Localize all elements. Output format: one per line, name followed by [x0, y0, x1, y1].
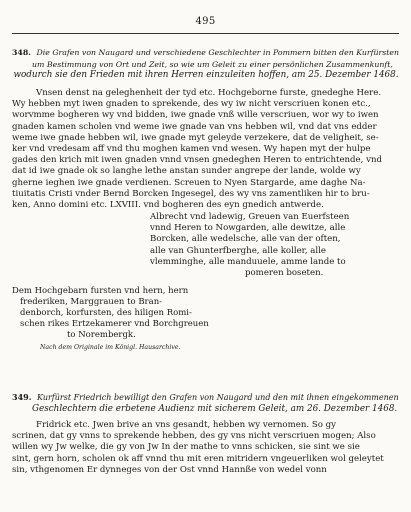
entry-349-heading-line-1: Kurfürst Friedrich bewilligt den Grafen von Naugard und den mit ihnen eingekommenen — [37, 393, 399, 402]
body-line: sint, gern horn, scholen ok aff vnnd thu mit eren mitridern vngeuerliken wol geleytet — [12, 453, 384, 464]
entry-349-number: 349. — [12, 392, 32, 402]
address-line: Dem Hochgebarn fursten vnd hern, hern — [12, 286, 189, 296]
entry-348-source-note: Nach dem Originale im Königl. Hausarchive. — [40, 344, 181, 351]
signature-line: vnnd Heren to Nowgarden, alle dewitze, alle — [150, 223, 346, 234]
address-line: denborch, korfursten, des hiligen Romi- — [20, 308, 192, 318]
body-line: sin, vthgenomen Er dynneges von der Ost vnnd Hannße von wedel vonn — [12, 464, 327, 475]
entry-348-body — [12, 88, 400, 211]
body-line: dat id iwe gnade ok so langhe lethe anstan sunder angrepe der lande, wolde wy — [12, 166, 361, 177]
entry-348-signature — [150, 212, 400, 279]
body-line: Wy hebben myt iwen gnaden to sprekende, des wy iw nicht verscriuen konen etc., — [12, 99, 371, 110]
entry-349-heading — [12, 392, 400, 415]
signature-line: Borcken, alle wedelsche, alle van der often, — [150, 234, 341, 245]
signature-line: vlemminghe, alle manduuele, amme lande to — [150, 256, 346, 267]
body-line: gnaden kamen scholen vnd weme iwe gnade van vns hebben wil, vnd dat vns edder — [12, 121, 377, 132]
body-line: gades den krich mit iwen gnaden vnnd vnsen gnedeghen Heren to entrichtende, vnd — [12, 155, 383, 166]
body-line: ker vnd vredesam aff vnd thu moghen kamen vnd wesen. Wy hapen myt der hulpe — [12, 144, 371, 155]
body-line: tiuitatis Cristi vnder Bernd Borcken Ingesegel, des wy vns zamentliken hir to bru- — [12, 188, 370, 199]
entry-349-heading-line-2: Geschlechtern die erbetene Audienz mit sicherem Geleit, am 26. Dezember 1468. — [32, 403, 398, 414]
body-line: Fridrick etc. Jwen brive an vns gesandt, hebben wy vernomen. So gy — [36, 420, 336, 430]
signature-line: Albrecht vnd ladewig, Greuen van Euerfsteen — [150, 212, 350, 222]
page-number: 495 — [195, 16, 216, 27]
entry-348-heading-line-2: um Bestimmung von Ort und Zeit, so wie um Geleit zu einer persönlichen Zusammenkunft, — [32, 59, 393, 69]
entry-348-heading — [12, 47, 400, 82]
signature-line: alle van Ghunterfberghe, alle koller, alle — [150, 245, 326, 256]
entry-348-heading-line-1: Die Grafen von Naugard und verschiedene Geschlechter in Pommern bitten den Kurfürsten — [36, 48, 400, 57]
entry-348-address — [12, 286, 227, 341]
entry-348-number: 348. — [12, 48, 31, 57]
address-line: schen rikes Ertzekamerer vnd Borchgreuen — [20, 319, 209, 329]
address-line: frederiken, Marggrauen to Bran- — [20, 297, 163, 307]
header-rule — [12, 33, 399, 34]
body-line: weme iwe gnade hebben wil, iwe gnade myt geleyde verzekere, dat de veligheit, se- — [12, 132, 379, 143]
signature-line: pomeren boseten. — [245, 268, 324, 279]
body-line: Vnsen denst na geleghenheit der tyd etc. Hochgeborne furste, gnedeghe Here. — [36, 88, 382, 98]
body-line: scrinen, dat gy vnns to sprekende hebben, des gy vns nicht verscriuen mogen; Also — [12, 431, 376, 442]
body-line: worvmme bogheren wy vnd bidden, iwe gnade vnß wille verscriuen, wor wy to iwen — [12, 110, 379, 121]
body-line: gherne ieghen iwe gnade verdienen. Screuen to Nyen Stargarde, ame daghe Na- — [12, 177, 366, 188]
body-line: ken, Anno domini etc. LXVIII. vnd bogheren des eyn gnedich antwerde. — [12, 200, 324, 211]
address-line: to Norembergk. — [67, 330, 136, 340]
entry-348-heading-line-3: wodurch sie den Frieden mit ihren Herren einzuleiten hoffen, am 25. Dezember 1468. — [13, 70, 399, 80]
entry-349-body — [12, 420, 400, 476]
body-line: willen wy Jw welke, die gy von Jw In der mathe to vnns schicken, sie sint we sie — [12, 442, 360, 453]
